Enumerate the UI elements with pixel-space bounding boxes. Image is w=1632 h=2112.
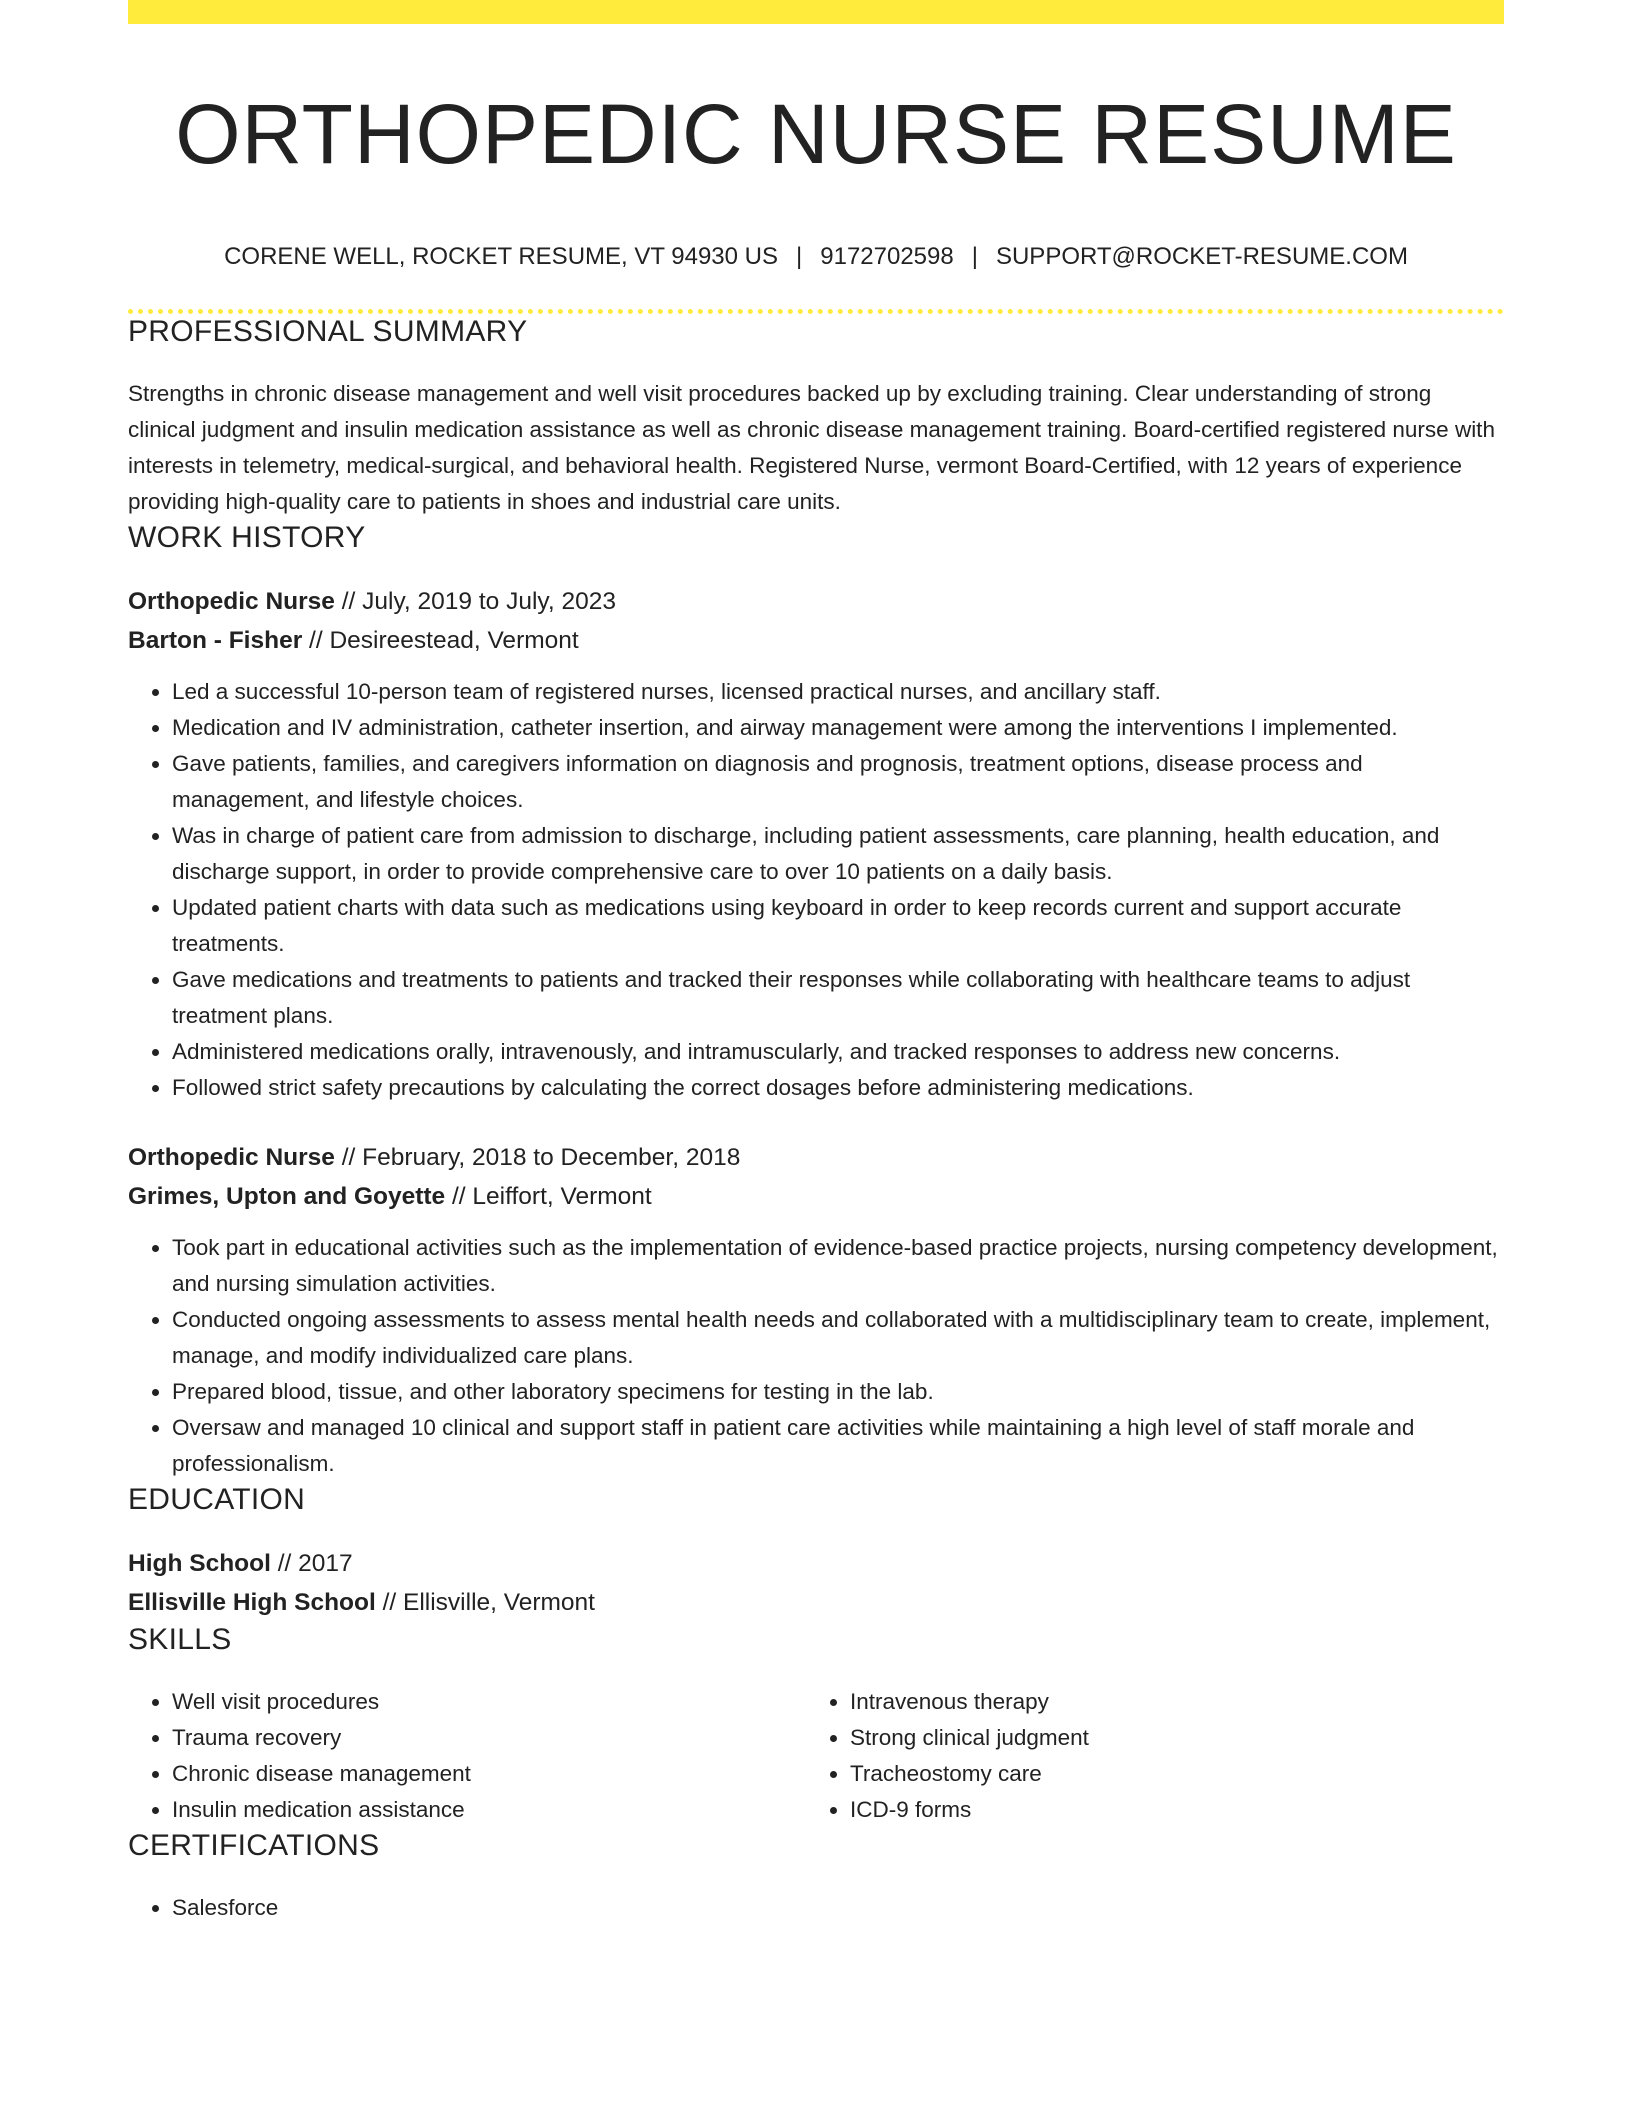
job-location: // Desireestead, Vermont — [302, 627, 579, 655]
job-bullets — [128, 674, 1504, 1106]
job-dates: // February, 2018 to December, 2018 — [334, 1144, 741, 1172]
education-school: Ellisville High School — [128, 1589, 376, 1617]
summary-text: Strengths in chronic disease management and well visit procedures backed up by excluding training. Clear understanding of strong clinical judgment and insulin medication assistance as well as chronic disease management training. Board-certified registered nurse with interests in telemetry, medical-surgical, and behavioral health. Registered Nurse, vermont Board-Certified, with 12 years of experience providing high-quality care to patients in shoes and industrial care units. — [128, 381, 1495, 515]
skill-item: • Chronic disease management — [172, 1756, 806, 1792]
skill-item: • Intravenous therapy — [850, 1684, 1484, 1720]
job-bullet: • Administered medications orally, intravenously, and intramuscularly, and tracked responses to address new concerns. — [172, 1034, 1504, 1070]
job-bullet: • Took part in educational activities such as the implementation of evidence-based practice projects, nursing competency development, and nursing simulation activities. — [172, 1230, 1504, 1302]
job-bullet: • Was in charge of patient care from admission to discharge, including patient assessments, care planning, health education, and discharge support, in order to provide comprehensive care to over 10 patients on a daily basis. — [172, 818, 1504, 890]
job-bullet: • Prepared blood, tissue, and other laboratory specimens for testing in the lab. — [172, 1374, 1504, 1410]
job-bullet: • Medication and IV administration, catheter insertion, and airway management were among the interventions I implemented. — [172, 710, 1504, 746]
education-degree: High School — [128, 1550, 271, 1578]
work-history-heading: WORK HISTORY — [128, 521, 366, 555]
job-employer-line — [128, 1177, 1504, 1216]
skills-heading: SKILLS — [128, 1623, 232, 1657]
certifications-list — [128, 1890, 1504, 1926]
job-bullet: • Gave medications and treatments to patients and tracked their responses while collaborating with healthcare teams to adjust treatment plans. — [172, 962, 1504, 1034]
job-title: Orthopedic Nurse — [128, 1144, 335, 1172]
job-bullet: • Led a successful 10-person team of registered nurses, licensed practical nurses, and ancillary staff. — [172, 674, 1504, 710]
contact-email: SUPPORT@ROCKET-RESUME.COM — [995, 242, 1408, 270]
contact-separator: | — [971, 242, 978, 270]
contact-line — [128, 243, 1504, 272]
job-title-line — [128, 1138, 1504, 1177]
education-year: // 2017 — [270, 1550, 353, 1578]
job-title-line — [128, 582, 1504, 621]
summary-heading: PROFESSIONAL SUMMARY — [128, 315, 528, 349]
job-employer: Grimes, Upton and Goyette — [128, 1183, 446, 1211]
job-employer: Barton - Fisher — [128, 627, 303, 655]
job-employer-line — [128, 621, 1504, 660]
contact-phone: 9172702598 — [820, 242, 954, 270]
job-location: // Leiffort, Vermont — [445, 1183, 652, 1211]
job-bullet: • Oversaw and managed 10 clinical and support staff in patient care activities while maintaining a high level of staff morale and professionalism. — [172, 1410, 1504, 1482]
skills-grid — [128, 1684, 1504, 1828]
skill-item: • Strong clinical judgment — [850, 1720, 1484, 1756]
resume-title: ORTHOPEDIC NURSE RESUME — [175, 87, 1457, 181]
job-title: Orthopedic Nurse — [128, 588, 335, 616]
job-entry — [128, 1138, 1504, 1482]
job-entry — [128, 582, 1504, 1106]
resume-content — [128, 0, 1504, 1926]
education-entry — [128, 1544, 1504, 1622]
skill-item: • Tracheostomy care — [850, 1756, 1484, 1792]
education-school-line — [128, 1583, 1504, 1622]
skills-column-left — [128, 1684, 806, 1828]
skill-item: • Trauma recovery — [172, 1720, 806, 1756]
skills-column-right — [806, 1684, 1484, 1828]
education-location: // Ellisville, Vermont — [375, 1589, 595, 1617]
skill-item: • Well visit procedures — [172, 1684, 806, 1720]
job-bullet: • Conducted ongoing assessments to assess mental health needs and collaborated with a multidisciplinary team to create, implement, manage, and modify individualized care plans. — [172, 1302, 1504, 1374]
contact-address: CORENE WELL, ROCKET RESUME, VT 94930 US — [224, 242, 779, 270]
certification-item: • Salesforce — [172, 1890, 1504, 1926]
certifications-heading: CERTIFICATIONS — [128, 1829, 380, 1863]
education-degree-line — [128, 1544, 1504, 1583]
skill-item: • Insulin medication assistance — [172, 1792, 806, 1828]
job-bullets — [128, 1230, 1504, 1482]
job-bullet: • Updated patient charts with data such as medications using keyboard in order to keep records current and support accurate treatments. — [172, 890, 1504, 962]
job-bullet: • Followed strict safety precautions by calculating the correct dosages before administering medications. — [172, 1070, 1504, 1106]
skill-item: • ICD-9 forms — [850, 1792, 1484, 1828]
contact-separator: | — [796, 242, 803, 270]
job-bullet: • Gave patients, families, and caregivers information on diagnosis and prognosis, treatment options, disease process and management, and lifestyle choices. — [172, 746, 1504, 818]
job-dates: // July, 2019 to July, 2023 — [334, 588, 616, 616]
education-heading: EDUCATION — [128, 1483, 306, 1517]
accent-bar — [128, 0, 1504, 24]
